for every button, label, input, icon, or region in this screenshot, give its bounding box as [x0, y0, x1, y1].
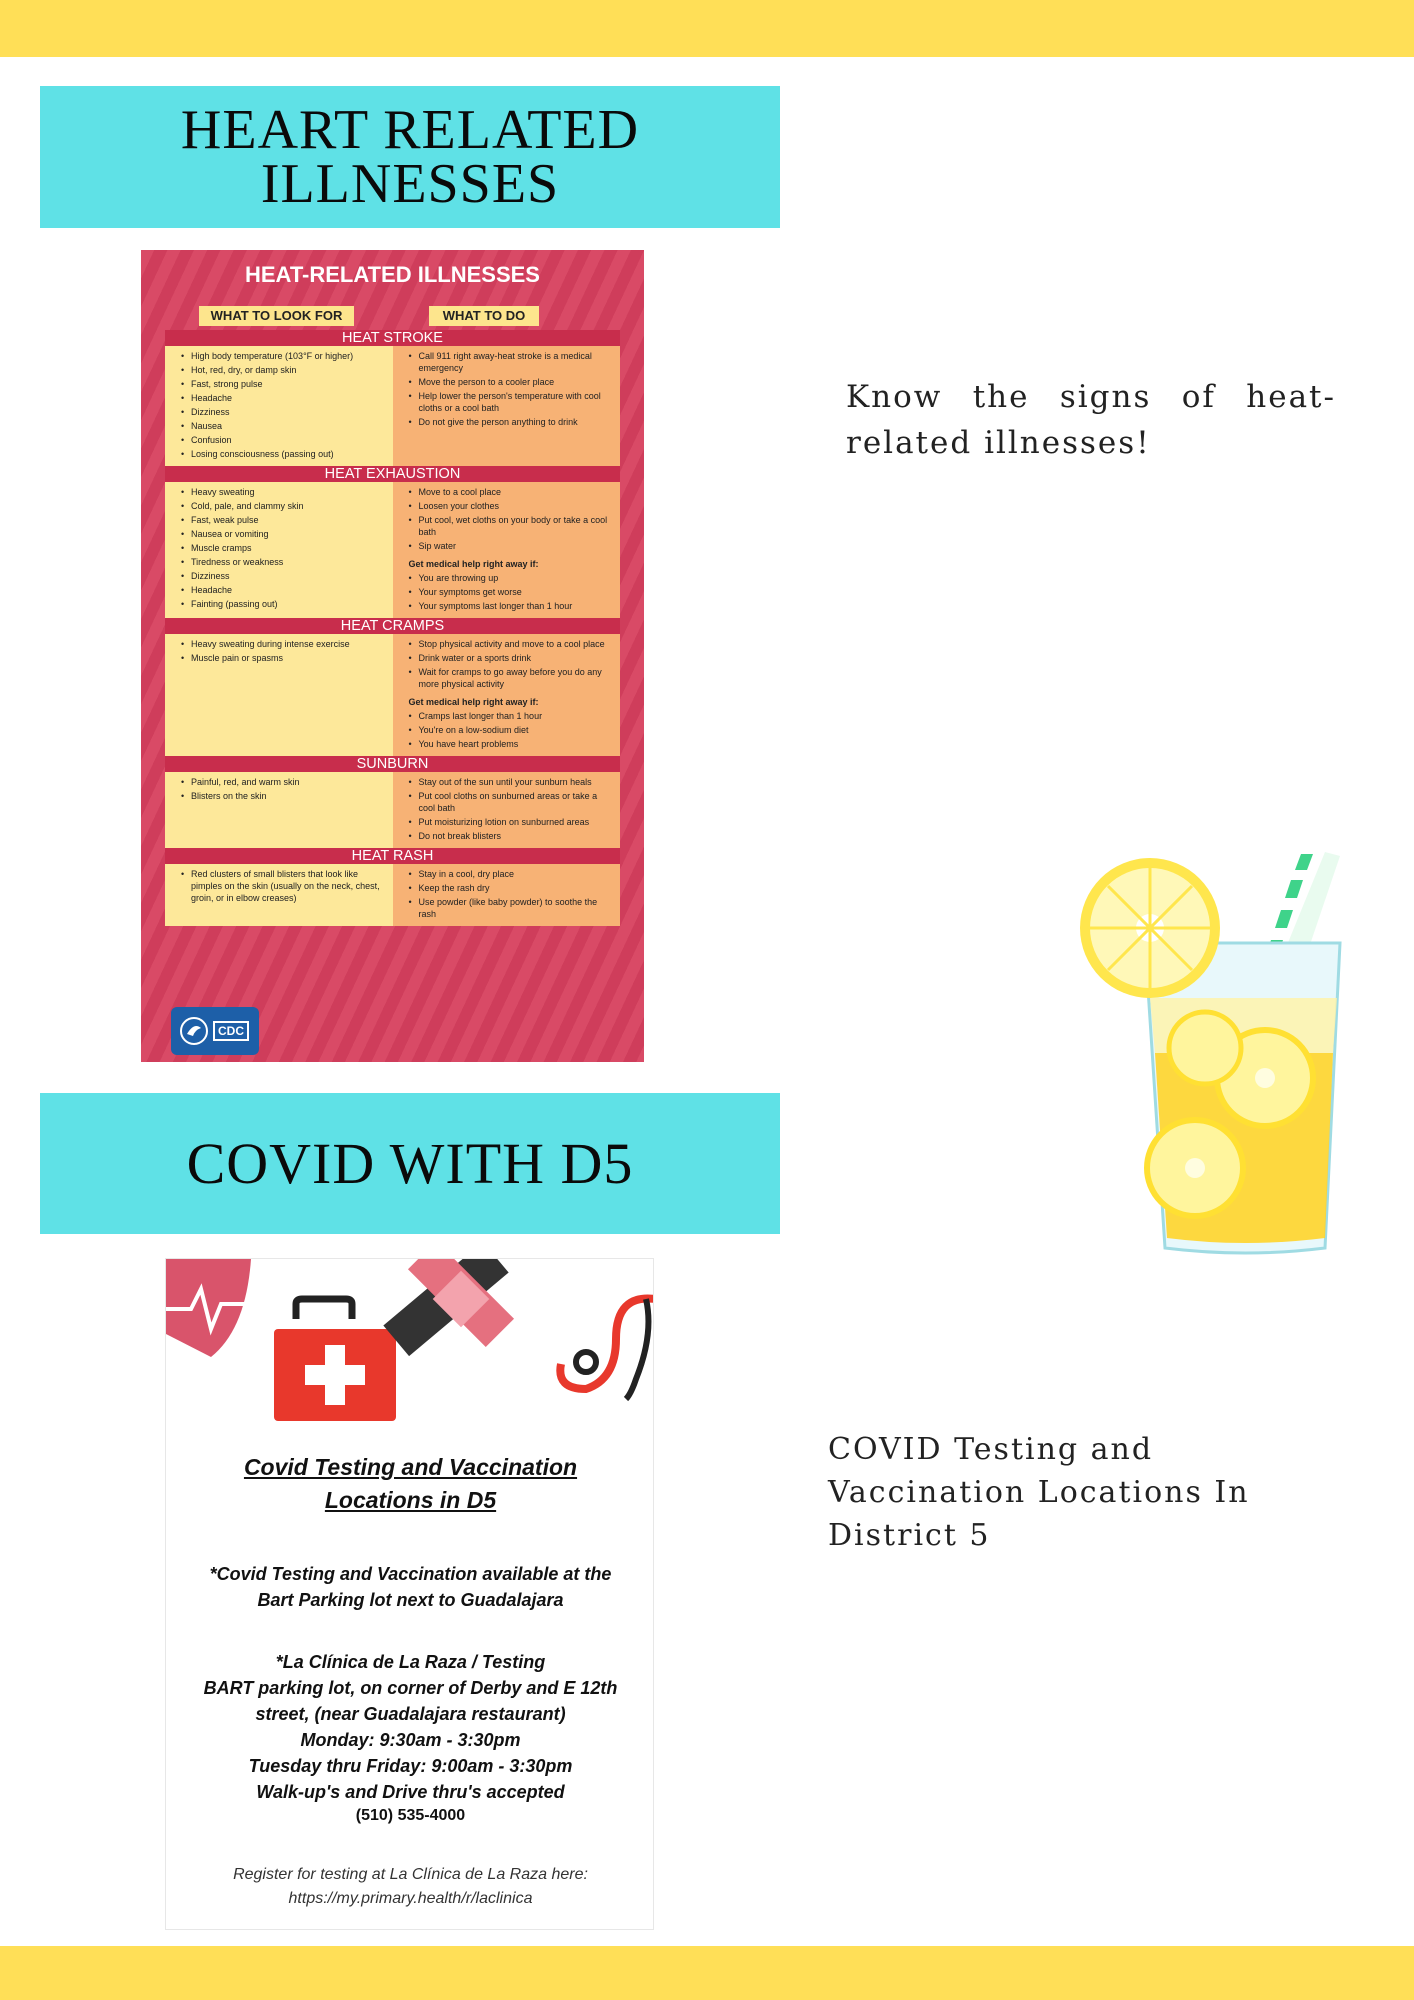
stethoscope-icon: [560, 1299, 654, 1400]
poster-symptom-item: • Tiredness or weakness: [181, 556, 387, 568]
poster-section-row: [165, 772, 620, 848]
poster-sections: [165, 330, 620, 1020]
poster-action-item: • Stop physical activity and move to a cool place: [409, 638, 615, 650]
heart-rate-icon: [166, 1259, 251, 1357]
cdc-logo-text: CDC: [213, 1021, 249, 1041]
poster-action-item: • Your symptoms last longer than 1 hour: [409, 600, 615, 612]
flyer-register-link[interactable]: https://my.primary.health/r/laclinica: [288, 1890, 533, 1907]
poster-section-title: HEAT RASH: [165, 848, 620, 864]
poster-what-to-do-column: [393, 482, 621, 618]
poster-symptom-item: • Heavy sweating during intense exercise: [181, 638, 387, 650]
flyer-paragraph-bart: [166, 1561, 654, 1613]
poster-look-for-column: [165, 482, 393, 618]
flyer-title-line: Covid Testing and Vaccination: [243, 1454, 578, 1480]
rim-lemon-icon: [1080, 858, 1220, 998]
poster-title: HEAT-RELATED ILLNESSES: [245, 262, 540, 287]
poster-symptom-item: • Heavy sweating: [181, 486, 387, 498]
poster-action-item: • Your symptoms get worse: [409, 586, 615, 598]
poster-section-title: SUNBURN: [165, 756, 620, 772]
poster-action-item: • You are throwing up: [409, 572, 615, 584]
flyer-text-line: Bart Parking lot next to Guadalajara: [257, 1590, 564, 1610]
poster-section-title: HEAT STROKE: [165, 330, 620, 346]
poster-look-for-column: [165, 634, 393, 756]
poster-symptom-item: • Headache: [181, 392, 387, 404]
flyer-text-line: Walk-up's and Drive thru's accepted: [256, 1782, 565, 1802]
poster-action-item: • You're on a low-sodium diet: [409, 724, 615, 736]
covid-banner-title: COVID WITH D5: [186, 1131, 634, 1196]
poster-symptom-item: • Headache: [181, 584, 387, 596]
poster-action-item: • Move the person to a cooler place: [409, 376, 615, 388]
poster-action-item: • Move to a cool place: [409, 486, 615, 498]
poster-action-item: • Put moisturizing lotion on sunburned areas: [409, 816, 615, 828]
flyer-register: [166, 1863, 654, 1911]
lemonade-glass-illustration: [1075, 848, 1345, 1268]
poster-section-title: HEAT EXHAUSTION: [165, 466, 620, 482]
poster-action-item: • Stay in a cool, dry place: [409, 868, 615, 880]
flyer-phone: (510) 535-4000: [355, 1807, 466, 1824]
flyer-text-line: Monday: 9:30am - 3:30pm: [300, 1730, 521, 1750]
poster-symptom-item: • High body temperature (103°F or higher): [181, 350, 387, 362]
flyer-register-text: Register for testing at La Clínica de La Raza here:: [233, 1866, 588, 1883]
poster-symptom-item: • Fainting (passing out): [181, 598, 387, 610]
poster-look-for-header: WHAT TO LOOK FOR: [199, 306, 354, 326]
poster-action-item: • Stay out of the sun until your sunburn heals: [409, 776, 615, 788]
poster-action-item: • Put cool cloths on sunburned areas or take a cool bath: [409, 790, 615, 814]
poster-symptom-item: • Muscle cramps: [181, 542, 387, 554]
poster-symptom-item: • Losing consciousness (passing out): [181, 448, 387, 460]
poster-section-title: HEAT CRAMPS: [165, 618, 620, 634]
poster-symptom-item: • Red clusters of small blisters that look like pimples on the skin (usually on the neck, chest, groin, or in elbow creases): [181, 868, 387, 904]
poster-action-item: • Drink water or a sports drink: [409, 652, 615, 664]
flyer-text-line: Tuesday thru Friday: 9:00am - 3:30pm: [248, 1756, 573, 1776]
poster-symptom-item: • Dizziness: [181, 406, 387, 418]
heat-banner-title: HEART RELATED ILLNESSES: [180, 99, 640, 215]
poster-action-item: • Do not break blisters: [409, 830, 615, 842]
poster-what-to-do-column: [393, 634, 621, 756]
flyer-text-line: street, (near Guadalajara restaurant): [255, 1704, 566, 1724]
poster-action-item: • Loosen your clothes: [409, 500, 615, 512]
flyer-text-line: *Covid Testing and Vaccination available at the: [209, 1564, 612, 1584]
flyer-text-line: BART parking lot, on corner of Derby and E 12th: [203, 1678, 618, 1698]
poster-action-item: • Put cool, wet cloths on your body or take a cool bath: [409, 514, 615, 538]
first-aid-kit-icon: [274, 1299, 396, 1421]
heat-side-text: Know the signs of heat-related illnesses!: [846, 379, 1336, 461]
poster-symptom-item: • Hot, red, dry, or damp skin: [181, 364, 387, 376]
poster-section-row: [165, 346, 620, 466]
poster-action-item: • Wait for cramps to go away before you do any more physical activity: [409, 666, 615, 690]
covid-side-text: COVID Testing and Vaccination Locations In District 5: [828, 1432, 1250, 1553]
poster-action-item: • Help lower the person's temperature with cool cloths or a cool bath: [409, 390, 615, 414]
flyer-text-line: *La Clínica de La Raza / Testing: [275, 1652, 546, 1672]
poster-medical-help-label: Get medical help right away if:: [408, 559, 539, 569]
poster-symptom-item: • Confusion: [181, 434, 387, 446]
poster-action-item: • Use powder (like baby powder) to soothe the rash: [409, 896, 615, 920]
poster-look-for-column: [165, 346, 393, 466]
flyer-title: [166, 1451, 654, 1517]
poster-look-for-column: [165, 864, 393, 926]
poster-what-to-do-column: [393, 346, 621, 466]
poster-action-item: • Cramps last longer than 1 hour: [409, 710, 615, 722]
flyer-icons: [166, 1259, 654, 1429]
poster-what-to-do-column: [393, 772, 621, 848]
poster-symptom-item: • Dizziness: [181, 570, 387, 582]
poster-action-item: • Do not give the person anything to drink: [409, 416, 615, 428]
poster-symptom-item: • Painful, red, and warm skin: [181, 776, 387, 788]
poster-section-row: [165, 482, 620, 618]
poster-section-row: [165, 864, 620, 926]
poster-symptom-item: • Fast, weak pulse: [181, 514, 387, 526]
poster-action-item: • Sip water: [409, 540, 615, 552]
poster-look-for-column: [165, 772, 393, 848]
poster-symptom-item: • Fast, strong pulse: [181, 378, 387, 390]
poster-what-to-do-header: WHAT TO DO: [429, 306, 539, 326]
bandage-icon: [383, 1259, 514, 1356]
heat-illness-poster: [141, 250, 644, 1062]
heat-illnesses-banner: [40, 86, 780, 228]
poster-symptom-item: • Blisters on the skin: [181, 790, 387, 802]
poster-action-item: • Call 911 right away-heat stroke is a medical emergency: [409, 350, 615, 374]
poster-symptom-item: • Nausea: [181, 420, 387, 432]
hhs-eagle-icon: [179, 1016, 209, 1046]
poster-action-item: • You have heart problems: [409, 738, 615, 750]
flyer-title-line: Locations in D5: [324, 1487, 497, 1513]
poster-symptom-item: • Cold, pale, and clammy skin: [181, 500, 387, 512]
covid-banner: [40, 1093, 780, 1234]
covid-flyer: [165, 1258, 654, 1930]
poster-section-row: [165, 634, 620, 756]
cdc-logo: [171, 1007, 259, 1055]
poster-symptom-item: • Nausea or vomiting: [181, 528, 387, 540]
poster-what-to-do-column: [393, 864, 621, 926]
poster-medical-help-label: Get medical help right away if:: [408, 697, 539, 707]
poster-symptom-item: • Muscle pain or spasms: [181, 652, 387, 664]
flyer-paragraph-clinica: [166, 1649, 654, 1805]
top-yellow-band: [0, 0, 1414, 57]
poster-action-item: • Keep the rash dry: [409, 882, 615, 894]
bottom-yellow-band: [0, 1946, 1414, 2000]
